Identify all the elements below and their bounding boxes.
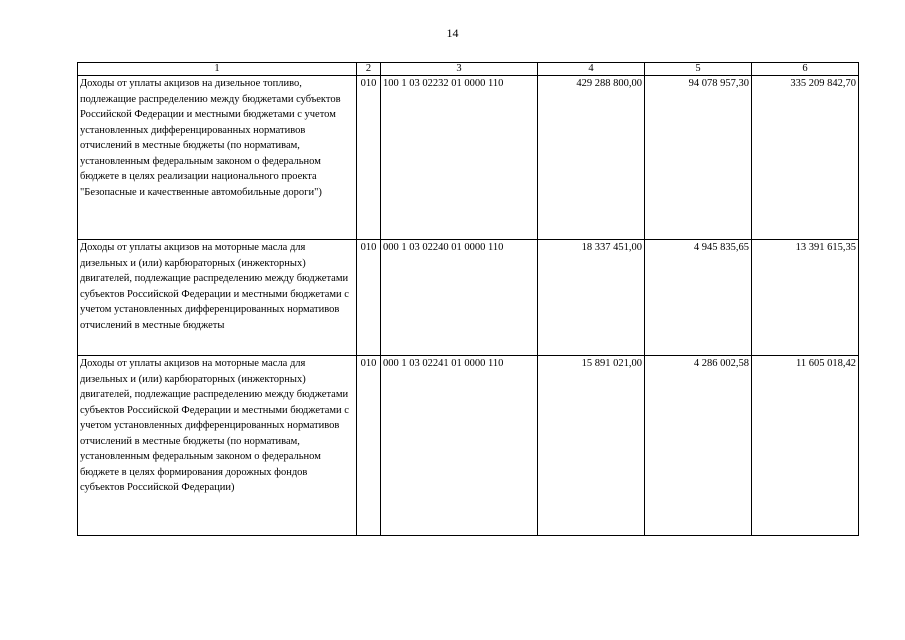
header-col-1: 1 xyxy=(78,63,357,76)
row-value-col4: 18 337 451,00 xyxy=(538,240,645,356)
row-budget-classification-code: 100 1 03 02232 01 0000 110 xyxy=(381,76,538,240)
row-budget-classification-code: 000 1 03 02241 01 0000 110 xyxy=(381,356,538,536)
row-value-col6: 11 605 018,42 xyxy=(752,356,859,536)
row-description: Доходы от уплаты акцизов на дизельное топливо, подлежащие распределению между бюджетами субъектов Российской Федерации и местными бюджетами с учетом установленных дифференцированных нормативов отчислений в местные бюджеты (по нормативам, установленным федеральным законом о федеральном бюджете в целях реализации национального проекта "Безопасные и качественные автомобильные дороги") xyxy=(78,76,357,240)
budget-revenue-table xyxy=(77,62,859,536)
row-value-col4: 15 891 021,00 xyxy=(538,356,645,536)
row-admin-code: 010 xyxy=(357,76,381,240)
row-admin-code: 010 xyxy=(357,356,381,536)
row-budget-classification-code: 000 1 03 02240 01 0000 110 xyxy=(381,240,538,356)
table-row xyxy=(78,76,859,240)
row-value-col4: 429 288 800,00 xyxy=(538,76,645,240)
row-description: Доходы от уплаты акцизов на моторные масла для дизельных и (или) карбюраторных (инжекторных) двигателей, подлежащие распределению между бюджетами субъектов Российской Федерации и местными бюджетами с учетом установленных дифференцированных нормативов отчислений в местные бюджеты (по нормативам, установленным федеральным законом о федеральном бюджете в целях формирования дорожных фондов субъектов Российской Федерации) xyxy=(78,356,357,536)
page-number: 14 xyxy=(446,26,459,40)
row-value-col6: 335 209 842,70 xyxy=(752,76,859,240)
table-row xyxy=(78,240,859,356)
header-col-2: 2 xyxy=(357,63,381,76)
table-header-row xyxy=(78,63,859,76)
table-row xyxy=(78,356,859,536)
header-col-6: 6 xyxy=(752,63,859,76)
row-value-col5: 4 945 835,65 xyxy=(645,240,752,356)
header-col-4: 4 xyxy=(538,63,645,76)
header-col-3: 3 xyxy=(381,63,538,76)
row-admin-code: 010 xyxy=(357,240,381,356)
row-value-col5: 4 286 002,58 xyxy=(645,356,752,536)
row-description: Доходы от уплаты акцизов на моторные масла для дизельных и (или) карбюраторных (инжекторных) двигателей, подлежащие распределению между бюджетами субъектов Российской Федерации и местными бюджетами с учетом установленных дифференцированных нормативов отчислений в местные бюджеты xyxy=(78,240,357,356)
row-value-col6: 13 391 615,35 xyxy=(752,240,859,356)
header-col-5: 5 xyxy=(645,63,752,76)
row-value-col5: 94 078 957,30 xyxy=(645,76,752,240)
